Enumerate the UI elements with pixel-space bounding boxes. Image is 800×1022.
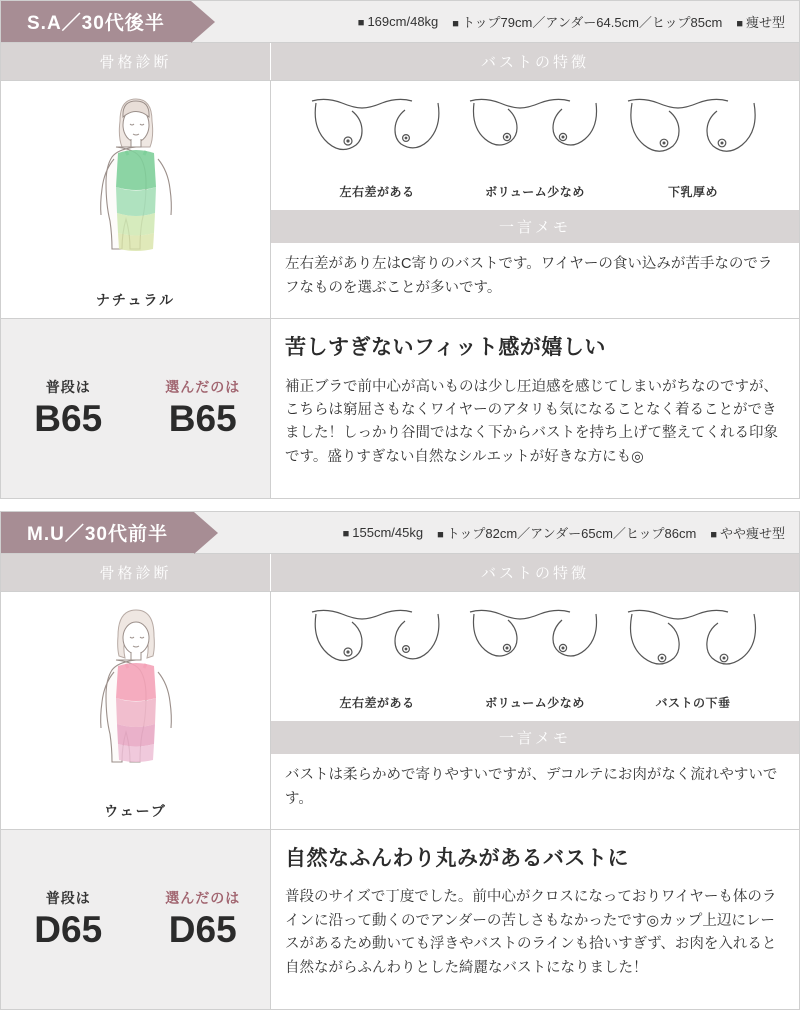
memo-header: 一言メモ — [271, 721, 799, 754]
reviewer-header — [1, 1, 799, 43]
bust-item — [618, 93, 768, 200]
stat-body-type: ■ 痩せ型 — [736, 12, 785, 31]
bust-item — [460, 93, 610, 200]
bust-caption: ボリューム少なめ — [485, 695, 585, 710]
bust-caption: ボリューム少なめ — [485, 185, 585, 199]
usual-size — [1, 377, 136, 440]
reviewer-header — [1, 512, 799, 554]
usual-size-label: 普段は — [45, 890, 91, 907]
size-cell — [1, 830, 271, 1009]
chosen-size-value: D65 — [168, 909, 237, 951]
review-row — [1, 830, 799, 1009]
memo-header: 一言メモ — [271, 210, 799, 243]
bust-item — [618, 604, 768, 711]
review-cell — [271, 319, 799, 498]
figure-cell — [1, 592, 271, 829]
figure-cell — [1, 81, 271, 318]
usual-size — [1, 888, 136, 951]
review-title: 苦しすぎないフィット感が嬉しい — [285, 336, 606, 359]
stat-measurements: ■ トップ82cm／アンダー65cm／ヒップ86cm — [437, 523, 696, 542]
chosen-size — [136, 888, 271, 951]
reviewer-stats — [194, 512, 799, 553]
review-text: 普段のサイズで丁度でした。前中心がクロスになっておりワイヤーも体のラインに沿って動くのでアンダーの苦しさもなかったです◎カップ上辺にレースがあるため動いても浮きやバストのラインも拾いすぎず、お肉を入れると自然ながらふんわりとした綺麗なバストになりました！ — [285, 889, 777, 976]
chosen-size-label: 選んだのは — [165, 379, 241, 396]
size-cell — [1, 319, 271, 498]
bust-caption: 左右差がある — [339, 185, 415, 199]
memo-text: 左右差があり左はC寄りのバストです。ワイヤーの食い込みが苦手なのでラフなものを選ぶことが多いです。 — [285, 256, 773, 296]
memo-text: バストは柔らかめで寄りやすいですが、デコルテにお肉がなく流れやすいです。 — [285, 766, 778, 807]
reviewer-body — [1, 592, 799, 830]
review-row — [1, 319, 799, 498]
usual-size-value: B65 — [34, 398, 103, 440]
stat-body-type: ■ やや痩せ型 — [710, 523, 785, 542]
column-header-bust: バストの特徴 — [480, 54, 589, 71]
bust-illustrations — [271, 592, 799, 713]
bust-cell — [271, 81, 799, 318]
review-title: 自然なふんわり丸みがあるバストに — [285, 846, 629, 870]
column-header-bust: バストの特徴 — [480, 564, 589, 582]
column-header-skeleton: 骨格診断 — [1, 43, 271, 80]
reviewer-name: S.A／30代後半 — [1, 1, 191, 42]
reviewer-block — [0, 511, 800, 1010]
chosen-size — [136, 377, 271, 440]
stat-height-weight: ■ 169cm/48kg — [358, 14, 438, 29]
bust-caption: 下乳厚め — [667, 185, 718, 199]
bust-illustrations — [271, 81, 799, 202]
column-headers — [1, 554, 799, 592]
column-headers — [1, 43, 799, 81]
body-figure-illustration — [36, 602, 236, 797]
reviewer-block — [0, 0, 800, 499]
review-cell — [271, 830, 799, 1009]
reviewer-name: M.U／30代前半 — [1, 512, 194, 553]
chosen-size-label: 選んだのは — [165, 890, 241, 907]
bust-cell — [271, 592, 799, 829]
usual-size-label: 普段は — [45, 379, 91, 396]
reviewer-stats — [191, 1, 799, 42]
skeleton-type-label: ナチュラル — [95, 292, 176, 308]
bust-item — [460, 604, 610, 711]
bust-item — [302, 604, 452, 711]
stat-height-weight: ■ 155cm/45kg — [343, 525, 423, 540]
usual-size-value: D65 — [34, 909, 103, 951]
chosen-size-value: B65 — [168, 398, 237, 440]
bust-item — [302, 93, 452, 200]
body-figure-illustration — [36, 91, 236, 286]
stat-measurements: ■ トップ79cm／アンダー64.5cm／ヒップ85cm — [452, 12, 722, 31]
reviewer-body — [1, 81, 799, 319]
review-text: 補正ブラで前中心が高いものは少し圧迫感を感じてしまいがちなのですが、こちらは窮屈さもなくワイヤーのアタリも気になることなく着ることができました！しっかり谷間ではなく下からバストを持ち上げて整えてくれる印象です。盛りすぎない自然なシルエットが好きな方にも◎ — [285, 378, 778, 465]
skeleton-type-label: ウェーブ — [104, 802, 167, 819]
bust-caption: バストの下垂 — [655, 695, 731, 710]
bust-caption: 左右差がある — [339, 695, 415, 710]
column-header-skeleton: 骨格診断 — [1, 554, 271, 591]
